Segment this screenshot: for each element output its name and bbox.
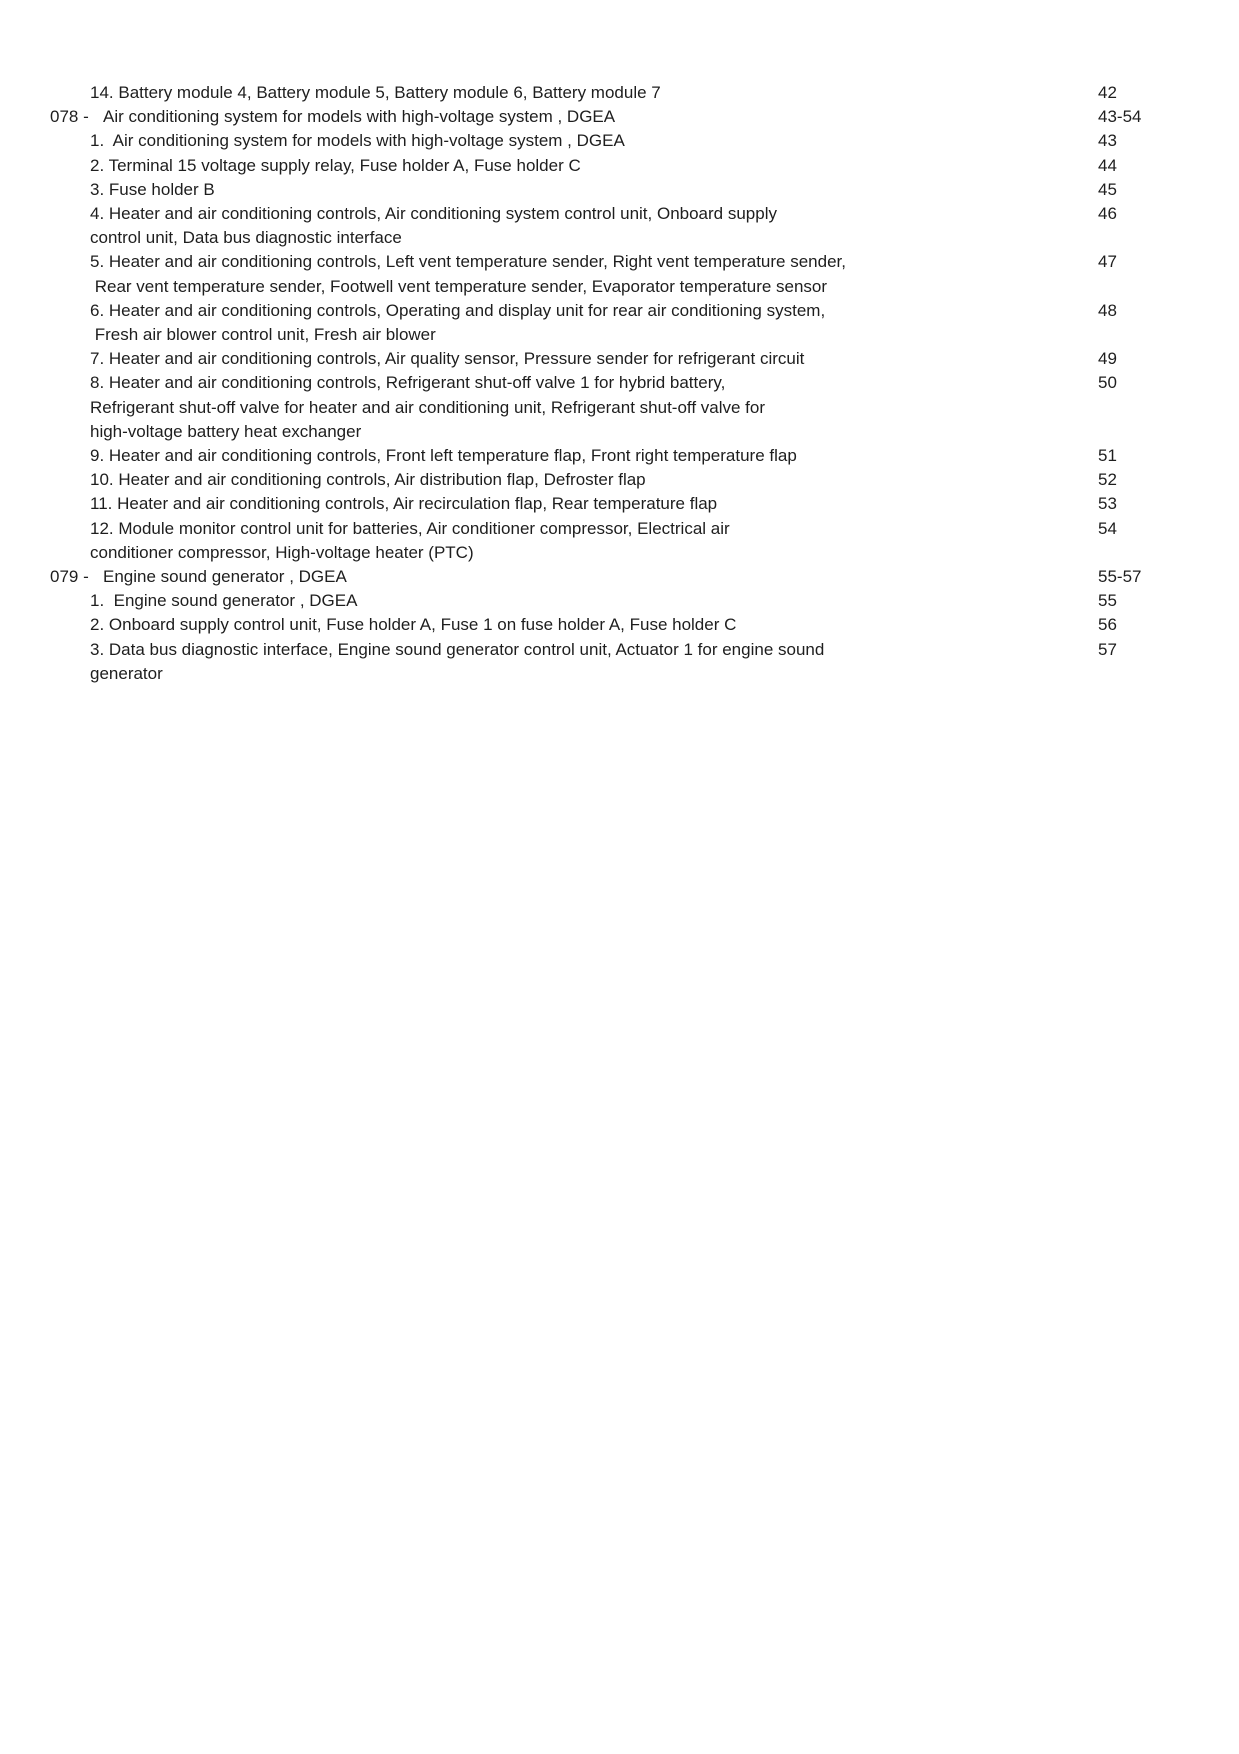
- toc-item-continuation-line: [0, 420, 1239, 444]
- toc-item-continuation-line: [0, 662, 1239, 686]
- page-number: 46: [1098, 204, 1117, 224]
- entry-text: control unit, Data bus diagnostic interface: [90, 228, 402, 248]
- page-number: 42: [1098, 83, 1117, 102]
- entry-text: Fresh air blower control unit, Fresh air blower: [90, 325, 436, 345]
- entry-text: generator: [90, 663, 163, 683]
- entry-text: 14. Battery module 4, Battery module 5, Battery module 6, Battery module 7: [90, 83, 661, 102]
- toc-item-continuation-line: [0, 396, 1239, 420]
- toc-item-continuation-line: [0, 275, 1239, 299]
- page-number: 53: [1098, 494, 1117, 514]
- toc-item-continuation-line: [0, 226, 1239, 250]
- toc-item-line: [0, 299, 1239, 323]
- toc-item-line: [0, 250, 1239, 274]
- toc-item-continuation-line: [0, 323, 1239, 347]
- entry-text: 1. Air conditioning system for models with high-voltage system , DGEA: [90, 131, 625, 151]
- page-number: 47: [1098, 252, 1117, 272]
- entry-text: 11. Heater and air conditioning controls, Air recirculation flap, Rear temperature flap: [90, 494, 718, 514]
- toc-section-line: [0, 105, 1239, 129]
- entry-text: 3. Fuse holder B: [90, 179, 215, 199]
- toc-item-line: [0, 178, 1239, 202]
- toc-item-line: [0, 444, 1239, 468]
- toc-item-line: [0, 492, 1239, 516]
- entry-text: 9. Heater and air conditioning controls, Front left temperature flap, Front right temperature flap: [90, 446, 797, 466]
- toc-item-continuation-line: [0, 541, 1239, 565]
- page-number: 49: [1098, 349, 1117, 369]
- entry-text: 2. Onboard supply control unit, Fuse holder A, Fuse 1 on fuse holder A, Fuse holder C: [90, 615, 737, 635]
- section-title: Engine sound generator , DGEA: [103, 567, 347, 587]
- page-number: 57: [1098, 639, 1117, 659]
- page-number: 55: [1098, 591, 1117, 611]
- entry-text: 3. Data bus diagnostic interface, Engine sound generator control unit, Actuator 1 for engine sound: [90, 639, 825, 659]
- entry-text: 4. Heater and air conditioning controls, Air conditioning system control unit, Onboard supply: [90, 204, 777, 224]
- toc-item-line: [0, 347, 1239, 371]
- entry-text: 1. Engine sound generator , DGEA: [90, 591, 358, 611]
- entry-text: 6. Heater and air conditioning controls, Operating and display unit for rear air conditioning system,: [90, 300, 826, 320]
- entry-text: 5. Heater and air conditioning controls, Left vent temperature sender, Right vent temperature sender,: [90, 252, 846, 272]
- toc-item-line: [0, 638, 1239, 662]
- page-number: 56: [1098, 615, 1117, 635]
- toc-item-line: [0, 371, 1239, 395]
- page-number: 44: [1098, 155, 1117, 175]
- toc-item-line: [0, 154, 1239, 178]
- page-number: 48: [1098, 300, 1117, 320]
- page-number: 43-54: [1098, 107, 1142, 127]
- entry-text: Rear vent temperature sender, Footwell vent temperature sender, Evaporator temperature sensor: [90, 276, 828, 296]
- toc-item-line: [0, 589, 1239, 613]
- page-number: 55-57: [1098, 567, 1142, 587]
- entry-text: high-voltage battery heat exchanger: [90, 421, 362, 441]
- toc-item-line: [0, 468, 1239, 492]
- section-code: 079 -: [50, 567, 89, 587]
- table-of-contents: [0, 81, 1239, 686]
- page-number: 45: [1098, 179, 1117, 199]
- toc-section-line: [0, 565, 1239, 589]
- page-number: 54: [1098, 518, 1117, 538]
- entry-text: Refrigerant shut-off valve for heater and air conditioning unit, Refrigerant shut-off valve for: [90, 397, 766, 417]
- entry-text: 12. Module monitor control unit for batteries, Air conditioner compressor, Electrical air: [90, 518, 730, 538]
- section-title: Air conditioning system for models with high-voltage system , DGEA: [103, 107, 616, 127]
- page-number: 50: [1098, 373, 1117, 393]
- entry-text: 8. Heater and air conditioning controls, Refrigerant shut-off valve 1 for hybrid battery,: [90, 373, 726, 393]
- toc-item-line: [0, 202, 1239, 226]
- entry-text: 10. Heater and air conditioning controls, Air distribution flap, Defroster flap: [90, 470, 646, 490]
- page-number: 52: [1098, 470, 1117, 490]
- toc-item-line: [0, 81, 1239, 105]
- page-number: 43: [1098, 131, 1117, 151]
- toc-item-line: [0, 517, 1239, 541]
- toc-item-line: [0, 613, 1239, 637]
- toc-item-line: [0, 129, 1239, 153]
- section-code: 078 -: [50, 107, 89, 127]
- entry-text: 7. Heater and air conditioning controls, Air quality sensor, Pressure sender for refrigerant circuit: [90, 349, 805, 369]
- entry-text: conditioner compressor, High-voltage heater (PTC): [90, 542, 474, 562]
- page-number: 51: [1098, 446, 1117, 466]
- entry-text: 2. Terminal 15 voltage supply relay, Fuse holder A, Fuse holder C: [90, 155, 581, 175]
